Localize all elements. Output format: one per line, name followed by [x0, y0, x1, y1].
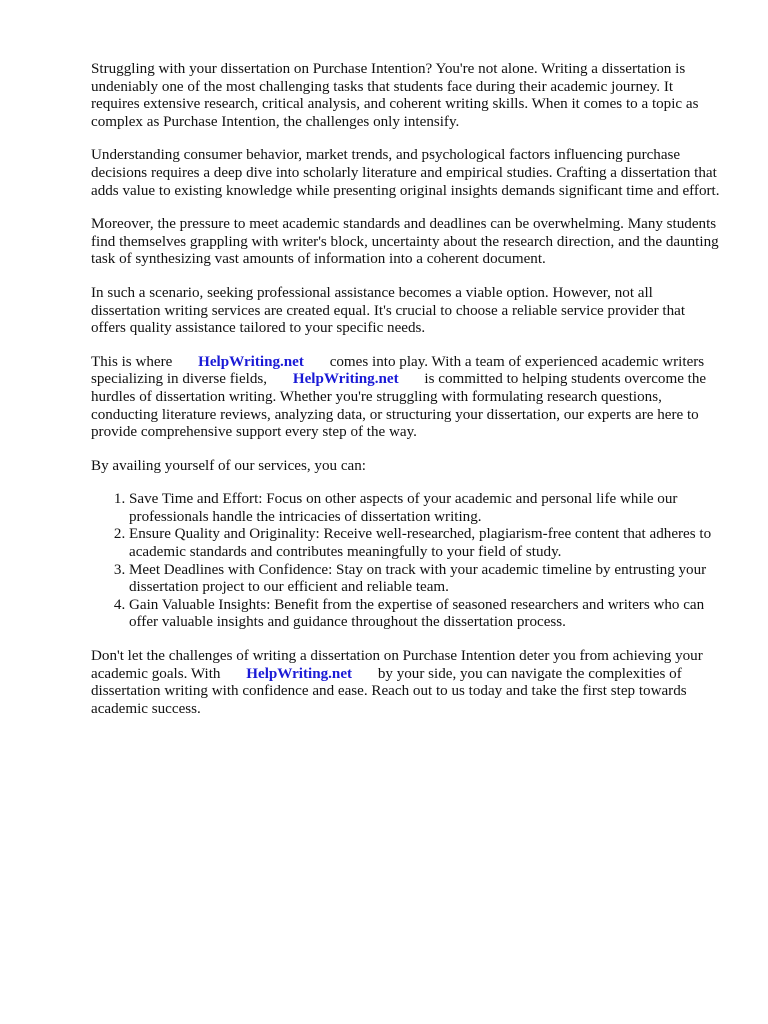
paragraph-intro: Struggling with your dissertation on Purchase Intention? You're not alone. Writing a dissertation is undeniably one of the most challenging tasks that students face during their academic journey. It requires extensive research, critical analysis, and coherent writing skills. When it comes to a topic as complex as Purchase Intention, the challenges only intensify.: [91, 61, 699, 130]
helpwriting-link-1[interactable]: HelpWriting.net: [198, 353, 304, 370]
document-page: [91, 61, 721, 734]
paragraph-pressure: Moreover, the pressure to meet academic standards and deadlines can be overwhelming. Many students find themselves grappling with writer's block, uncertainty about the research direction, and the daunting task of synthesizing vast amounts of information into a coherent document.: [91, 216, 719, 268]
list-item: 3. Meet Deadlines with Confidence: Stay on track with your academic timeline by entrusting your dissertation project to our efficient and reliable team.: [129, 562, 721, 597]
paragraph-service-intro: [91, 354, 721, 442]
service-intro-text-1: This is where: [91, 353, 173, 370]
benefits-list: [91, 491, 721, 632]
paragraph-assistance: In such a scenario, seeking professional assistance becomes a viable option. However, not all dissertation writing services are created equal. It's crucial to choose a reliable service provider that offers quality assistance tailored to your specific needs.: [91, 284, 686, 337]
helpwriting-link-3[interactable]: HelpWriting.net: [246, 665, 353, 682]
paragraph-closing: [91, 648, 721, 718]
list-item: 2. Ensure Quality and Originality: Receive well-researched, plagiarism-free content that adheres to academic standards and contributes meaningfully to your field of study.: [129, 526, 721, 561]
list-item: 4. Gain Valuable Insights: Benefit from the expertise of seasoned researchers and writers who can offer valuable insights and guidance throughout the dissertation process.: [129, 597, 721, 632]
service-intro-text-2: comes into play. With a team of experienced academic writers specializing in diverse fields,: [91, 353, 705, 388]
helpwriting-link-2[interactable]: HelpWriting.net: [292, 371, 399, 388]
paragraph-consumer-behavior: Understanding consumer behavior, market trends, and psychological factors influencing purchase decisions requires a deep dive into scholarly literature and empirical studies. Crafting a dissertation that adds value to existing knowledge while presenting original insights demands significant time and effort.: [91, 147, 720, 199]
closing-text-2: by your side, you can navigate the complexities of dissertation writing with confidence and ease. Reach out to us today and take the first step towards academic success.: [91, 665, 687, 717]
service-intro-text-3: is committed to helping students overcome the hurdles of dissertation writing. Whether you're struggling with formulating research questions, conducting literature reviews, analyzing data, or structuring your dissertation, our experts are here to provide comprehensive support every step of the way.: [91, 371, 707, 441]
list-intro: By availing yourself of our services, you can:: [91, 457, 366, 474]
closing-text-1: Don't let the challenges of writing a dissertation on Purchase Intention deter you from achieving your academic goals. With: [91, 648, 703, 682]
list-item: 1. Save Time and Effort: Focus on other aspects of your academic and personal life while our professionals handle the intricacies of dissertation writing.: [129, 491, 721, 526]
